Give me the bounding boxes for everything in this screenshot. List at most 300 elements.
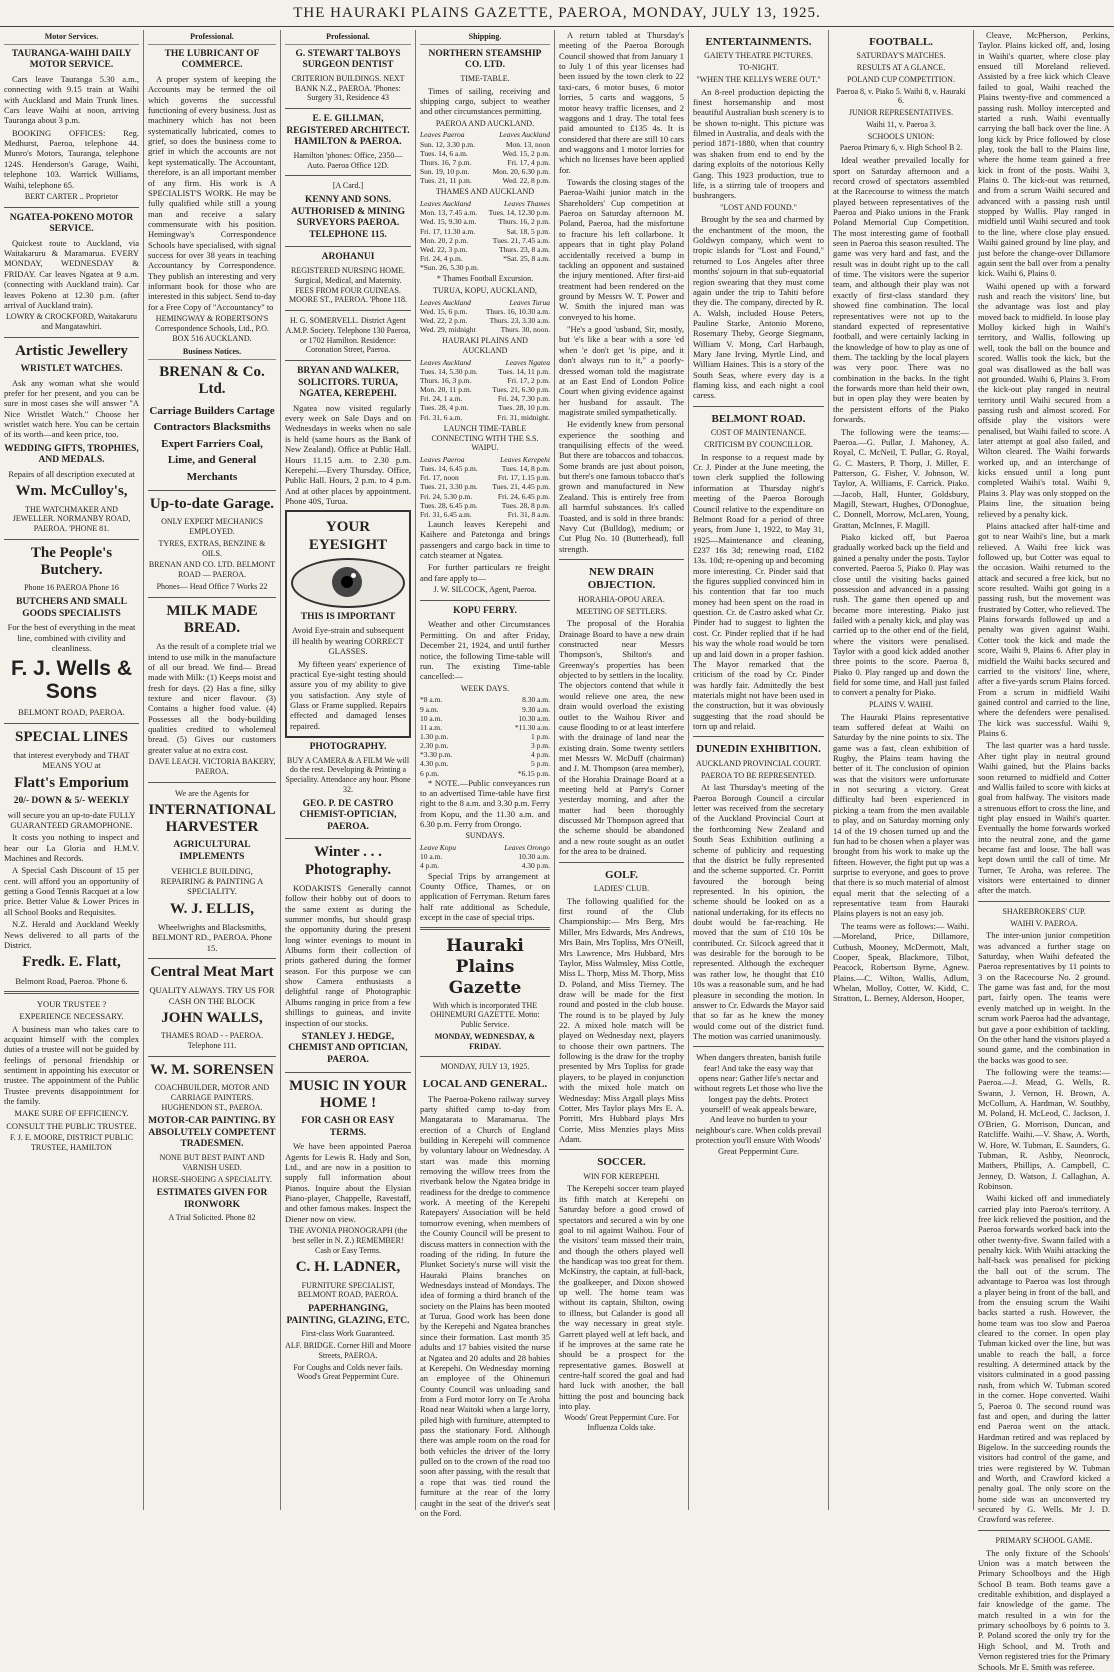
article-subheading: WAIHI V. PAEROA.	[1010, 918, 1078, 928]
timetable-header-row	[420, 455, 550, 464]
ad-title: Artistic Jewellery	[15, 342, 128, 359]
timetable-cell: 1.30 p.m.	[420, 731, 449, 741]
ad-title: Winter . . . Photography.	[304, 844, 392, 878]
timetable-cell: 5 p.m.	[531, 759, 550, 769]
timetable-cell: 4 p.m.	[531, 750, 550, 760]
timetable-cell: 10.30 a.m.	[518, 713, 550, 723]
ad-body: Ngatea now visited regularly every week on Sale Days and on Wednesdays in weeks when no sale is held (same hours as the Bank of New Zealand). Office at Public Hall. Hours 11.15 a.m. to 2.30 p.m. Kerepehi.—Every Thursday. Office, Public Hall. Hours, 2 p.m. to 4 p.m. And at other places by appointment. Phone 40S, Turua.	[285, 402, 411, 506]
timetable-cell: Tues. 28, 6.45 p.m.	[420, 500, 478, 510]
timetable-cell: Thurs. 30, noon.	[500, 325, 550, 335]
timetable-heading: LAUNCH TIME-TABLE CONNECTING WITH THE S.S. WAIPU.	[431, 423, 539, 453]
article-heading: FOOTBALL.	[869, 36, 933, 48]
timetable-cell: Fri. 17, 1.15 p.m.	[497, 473, 550, 483]
timetable-cell: Thurs. 16, 7 p.m.	[420, 157, 472, 167]
ad-text: Woods' Great Peppermint Cure. For Influenza Colds take.	[564, 1413, 679, 1433]
article-subheading: "WHEN THE KELLYS WERE OUT."	[696, 74, 821, 84]
article-body: Piako kicked off, but Paeroa gradually worked back up the field and gained a penalty under the posts. Taylor converted. Paeroa 5, Piako 0. Play was close until the visiting backs gained possession and advanced in a passing rush. The game then opened up and became more interesting. Piako just failed with a penalty kick, and play was carried up to the other end of the field, where the visitors were penalised. Taylor with a good kick added another three points to the score. Paeroa 8, Piako 0. Play ranged up and down the field for some time, and Hall just failed to convert a penalty for Piako.	[833, 532, 969, 698]
timetable-row	[420, 176, 550, 185]
timetable-cell: Fri. 17, 2 p.m.	[507, 376, 550, 386]
timetable-cell: 6 p.m.	[420, 768, 439, 778]
ad-text: Hamilton 'phones: Office, 2350—Auto. Paeroa Office 12D.	[293, 150, 403, 170]
ad-text: H. G. SOMERVELL. District Agent A.M.P. Society. Telephone 130 Paeroa, or 1702 Hamilton. Residence: Coronation Street, Paeroa.	[285, 316, 411, 355]
article-body: Waihi opened up with a forward rush and reach the visitors' line, but the advantage was lost and play moved back to midfield. In loose play Molloy kicked high in Waihi's territory, and Wallis, following up well, took the ball on the bounce and scored. Wallis took the kick, but the goal was disallowed as the ball was not grounded. Waihi 6, Plains 3. From the kick-out play ranged in neutral territory until Waihi secured from a passing rush and almost scored. For offside play the visitors were penalised, but Waihi failed to score. A later attempt at goal also failed, and Wilton cleared. The Waihi forwards worked up, and an interchange of kicks ensued until a long punt completed Waihi's total. Waihi 9, Plains 3. Play was only stopped on the Plains line, the situation being relieved by a penalty kick.	[978, 280, 1110, 519]
timetable-header-cell: Leaves Paeroa	[420, 455, 465, 464]
timetable-cell: Sat. 18, 5 p.m.	[506, 226, 550, 236]
timetable-row	[420, 732, 550, 741]
newspaper-subtitle: With which is incorporated THE OHINEMURI GAZETTE. Motto: Public Service.	[430, 1000, 540, 1030]
timetable-cell: Tues. 14, 5.30 p.m.	[420, 366, 478, 376]
ad-body: Cars leave Tauranga 5.30 a.m., connecting with 9.15 train at Waihi with Auckland and Main Trunk lines. Cars leave Waihi at noon, arriving Tauranga about 3 p.m.	[4, 73, 139, 126]
ad-text: [A Card.]	[332, 181, 364, 191]
ad-heading: STANLEY J. HEDGE, CHEMIST AND OPTICIAN, PAEROA.	[288, 1031, 408, 1066]
timetable-cell: Fri. 17, 4 p.m.	[507, 157, 550, 167]
ad-heading: THIS IS IMPORTANT	[300, 611, 396, 622]
timetable-row	[420, 316, 550, 325]
article-subheading: COST OF MAINTENANCE.	[710, 428, 807, 438]
article-subheading: RESULTS AT A GLANCE.	[856, 63, 946, 73]
ad-title: Flatt's Emporium	[14, 774, 129, 791]
timetable-cell: Tues. 14, 11 p.m.	[498, 366, 550, 376]
divider	[559, 559, 684, 560]
timetable-cell: Thurs. 16, 2 p.m.	[498, 217, 550, 227]
timetable-cell: Fri. 31, 6.45 a.m.	[420, 509, 472, 519]
ad-title: Up-to-date Garage.	[149, 496, 275, 513]
ad-body: N.Z. Herald and Auckland Weekly News delivered to all parts of the District.	[4, 919, 139, 950]
timetable-row	[420, 236, 550, 245]
timetable-heading: WEEK DAYS.	[460, 683, 510, 693]
article-body: Brought by the sea and charmed by the enchantment of the moon, the Goldwyn company, which went to tropic islands for "Lost and Found," returned to Los Angeles after three months' sojourn in that sub-equatorial region swearing that they must come again under the trip to Tahiti before they die. The company, directed by R. A. Walsh, included House Peters, Pauline Starke, Antonio Moreno, Rosemary Theby, George Siegmann, William V. Mong, Carl Harbaugh, Mary Jane Irving, Myrtle Lind, and William Haines. This is a story of the South Seas, where every day is a flaming kiss, and each night a cool caress.	[693, 214, 824, 401]
timetable-row	[420, 254, 550, 263]
section-heading: Professional.	[148, 30, 276, 45]
ad-title: JOHN WALLS,	[161, 1010, 263, 1027]
timetable-cell: Tues. 14, 6 a.m.	[420, 148, 468, 158]
timetable-row	[420, 403, 550, 412]
ad-body: Launch leaves Kerepehi and Kaihere and Patetonga and brings passengers and cargo back in time to catch steamer at Ngatea.	[420, 518, 550, 561]
ad-text: We are the Agents for	[175, 787, 249, 798]
timetable-cell: 10 a.m.	[420, 852, 443, 862]
article-body: The teams were as follows:— Waihi.—Moreland, Price, Dillamore, Cutbush, Mooney, McDermott, Malt, Cooper, Speak, Blackmore, Tilbot, Peacock, Robertson Byrne, Agnew. Plains.—C. Wilton, Wallis, Adlum, Whelan, Molloy, Cotter, W. Kidd, C. Stratton, L. Berney, Alderson, Hooper,	[833, 920, 969, 1004]
ad-text: THE WATCHMAKER AND JEWELLER. NORMANBY ROAD, PAEROA. 'PHONE 81.	[12, 504, 131, 534]
ad-heading: BRYAN AND WALKER, SOLICITORS. TURUA, NGATEA, KEREPEHI.	[297, 366, 399, 400]
ad-heading: BUTCHERS AND SMALL GOODS SPECIALISTS	[16, 597, 127, 619]
ad-body: We have been appointed Paeroa Agents for Lewis R. Hady and Son, Ltd., and are now in a position to supply full information about Pianos. Inquire about the Elysian Piano-player, Chappelle, Ravestaff, and other famous makes. Inspect the Diener now on view.	[285, 1141, 411, 1224]
timetable-cell: Wed. 15, 9.30 a.m.	[420, 217, 477, 227]
timetable-cell: Mon. 13, noon	[505, 139, 550, 149]
ad-body: * NOTE.—Public conveyances run to an advertised Time-table have first right to the 8 a.m. and 3.30 p.m. Ferry from Kopu, and the 11.30 a.m. and 6.30 p.m. Ferry from Orongo.	[420, 777, 550, 830]
ad-heading: MAKE SURE OF EFFICIENCY.	[14, 1108, 129, 1119]
verse: When dangers threaten, banish futile fear! And take the easy way that opens near: Gather life's nectar and without regrets Let those who live the longest pay the debts. Protect yourself! of weak appeals beware, And leave no burden to your neighbour's care. When colds prevail protection you'll ensure With Woods' Great Peppermint Cure.	[694, 1052, 823, 1156]
timetable-cell: *Sun. 26, 5.30 p.m.	[420, 263, 479, 273]
article-body: The inter-union junior competition was advanced a further stage on Saturday, when Waihi defeated the Paeroa representatives by 11 points to 3 on the Racecourse No. 2 ground. The game was fast and, for the most part, fairly open. The teams were evenly matched up in weight. In the scrum work Paeroa had the advantage, but gave a poor exhibition of tackling. On the other hand the visitors played a sound game, and the combination in the backs was good to see.	[978, 930, 1110, 1065]
column-3	[281, 30, 416, 1510]
divider	[4, 539, 139, 540]
timetable-row	[420, 750, 550, 759]
timetable-cell: Fri. 24, 6.45 p.m.	[497, 491, 550, 501]
timetable-row	[420, 492, 550, 501]
ad-heading: FOR CASH OR EASY TERMS.	[301, 1116, 395, 1138]
result-line: Paeroa 8, v. Piako 5. Waihi 8, v. Hauraki 6.	[836, 86, 966, 106]
timetable-row	[420, 510, 550, 519]
timetable-row	[420, 464, 550, 473]
article-heading: LOCAL AND GENERAL.	[422, 1078, 548, 1091]
article-subheading: PRIMARY SCHOOL GAME.	[995, 1535, 1093, 1545]
ad-heading: WEDDING GIFTS, TROPHIES, AND MEDALS.	[4, 443, 139, 466]
timetable-cell: Fri. 24, 5.30 p.m.	[420, 491, 473, 501]
timetable-row	[420, 158, 550, 167]
timetable-header-cell: Leaves Auckland	[420, 297, 471, 307]
timetable-hauraki	[420, 358, 550, 422]
timetable-cell: 4.30 p.m.	[521, 861, 550, 871]
divider	[693, 736, 824, 737]
timetable-row	[420, 394, 550, 403]
timetable-header-cell: Leaves Orongo	[504, 843, 550, 853]
ad-title: YOUR EYESIGHT	[308, 519, 388, 553]
ad-text: Avoid Eye-strain and subsequent ill health by wearing CORRECT GLASSES.	[292, 625, 404, 657]
result-line: Waihi 11, v. Paeroa 3.	[866, 119, 936, 129]
ad-text: First-class Work Guaranteed.	[301, 1329, 395, 1339]
article-body: Waihi kicked off and immediately carried play into Paeroa's territory. A free kick relieved the position, and the Paeroa forwards worked back into the other twenty-five. Swann failed with a penalty kick. With Waihi attacking the half-back was penalised for picking the ball out of the scrum. The advantage to Paeroa was lost through a player being in front of the ball, and from the ensuing scrum the Waihi backs started a rush. However, the home team was too slow and Paeroa cleared to the corner. In open play Tubman kicked over the line, but was unable to reach the ball, a force resulting. A determined attack by the visitors culminated in a good passing rush, from which W. Tubman scored in the corner. Hope converted. Waihi 5, Paeroa 0. The second round was fast and open, and during the latter end Paeroa went on the attack. Hardman retired and was replaced by Bigelow. In the succeeding rounds the visitors had control of the game, and tries were registered by W. Tubman and Worth, and Crawford kicked a penalty goal. The only score on the home side was an unconverted try secured by G. Wells. Mr J. D. Crawford was referee.	[978, 1193, 1110, 1525]
article-heading: DUNEDIN EXHIBITION.	[696, 743, 821, 756]
ad-text: TIME-TABLE.	[460, 73, 510, 83]
ad-body: A business man who takes care to acquaint himself with the complex duties of a trustee will not be guided by feelings of personal friendship or sentiment in appointing his executor or trustee. The appointment of the Public Trustee prevents disappointment for the family.	[4, 1023, 139, 1107]
timetable-cell	[484, 263, 550, 272]
ad-heading: KOPU FERRY.	[453, 605, 517, 616]
ad-title: MILK MADE BREAD.	[166, 602, 258, 636]
timetable-cell: Fri. 31, midnight.	[497, 412, 550, 422]
ad-signature: J. W. SILCOCK, Agent, Paeroa.	[433, 585, 537, 595]
result-heading: SCHOOLS UNION:	[867, 131, 935, 141]
article-body: At last Thursday's meeting of the Paeroa Borough Council a circular letter was received from the secretary of the Auckland Provincial Court at the forthcoming New Zealand and South Seas Exhibition outlining a scheme of publicity and requesting that the district be fully represented and the scheme supported. Cr. Porritt favoured the borough being represented. In his opinion, the scheme should be looked on as a national undertaking, for its effects no doubt would be far-reaching. He moved that the sum of £10 10s be contributed. Cr. Silcock agreed that it was desirable for the borough to be represented. Although the exchequer was rather low, he thought that £10 10s was a reasonable sum, and he had pleasure in seconding the motion. In answer to Cr. Edwards the Mayor said that so far as he knew the money would come out of the district fund. The motion was carried unanimously.	[693, 782, 824, 1041]
article-heading: GOLF.	[605, 868, 638, 881]
timetable-cell: Fri. 17, noon	[420, 473, 459, 483]
ad-text: ALF. BRIDGE. Corner Hill and Moore Streets, PAEROA.	[285, 1341, 411, 1360]
article-heading: BELMONT ROAD.	[711, 412, 806, 425]
eye-illustration	[291, 558, 405, 608]
timetable-cell: 3 p.m.	[531, 741, 550, 751]
ad-text: ONLY EXPERT MECHANICS EMPLOYED.	[161, 517, 263, 537]
ad-text: CRITERION BUILDINGS. NEXT BANK N.Z., PAEROA. 'Phones: Surgery 31, Residence 43	[291, 73, 405, 103]
timetable-row	[420, 263, 550, 272]
ad-signature: F. J. E. MOORE, DISTRICT PUBLIC TRUSTEE, HAMILTON	[9, 1133, 133, 1152]
timetable-cell: Tues. 14, 8 p.m.	[501, 464, 550, 474]
masthead: THE HAURAKI PLAINS GAZETTE, PAEROA, MONDAY, JULY 13, 1925.	[0, 0, 1114, 27]
divider	[285, 310, 411, 311]
result-heading: POLAND CUP COMPETITION.	[847, 74, 955, 84]
timetable-cell: 9.30 a.m.	[522, 704, 550, 714]
column-8	[974, 30, 1114, 1672]
timetable-header-row	[420, 130, 550, 139]
article-heading: ENTERTAINMENTS.	[705, 36, 812, 48]
article-body: The following were the teams:— Paeroa.—G. Pullar, J. Mahoney, A. Royal, C. McNeil, T. Pullar, G. Royal, G. C. Masters, P. Thorp, J. Miller, F. Patterson, G. Fisher, V. Johnson, W. Taylor, A. Williams, F. Carrick. Piako.—Jacob, Hall, Hunter, Goldsbury, Magill, Stewart, Hughes, O'Donoghue, C. Donnell, Morrow, McLaren, Young, Grattan, McInnes, F. Magill.	[833, 426, 969, 530]
article-heading: SOCCER.	[597, 1156, 646, 1169]
timetable-header-cell: Leaves Auckland	[420, 357, 471, 367]
article-subheading: MEETING OF SETTLERS.	[576, 606, 667, 616]
article-body: The proposal of the Horahia Drainage Board to have a new drain constructed near Messrs Thompson's, Shilton's and Greenway's properties has been objected to by settlers in the locality. The objectors contend that while it would relieve one area, the new drain would overload the existing outlet to the Waihou River and cause flooding to or at least interfere with the drainage of land near the existing drain. Some twenty settlers met Messrs W. McDuff (chairman) and J. M. Thompson (area member), of the Horahia Drainage Board at a meeting held at Parry's Corner yesterday morning, and after the matter had been thoroughly discussed Mr Thompson agreed that the scheme should be abandoned and a new route sought as an outlet for the area to be drained.	[559, 618, 684, 857]
timetable-header-cell: Leaves Auckland	[420, 199, 471, 209]
article-body: The last quarter was a hard tussle. After tight play in neutral ground Waihi gained, but the Plains backs soon returned to midfield and Cotter and Wallis failed to score with kicks at goal from halfway. The visitors made a strenuous effort to cross the line, and tight play ensued in Waihi's quarter. Eventually the home forwards worked into the neutral zone, and the game became fast and loose. The ball was kept down until the call of time. Mr Turner, Te Aroha, was referee. The visitors were entertained to dinner after the match.	[978, 740, 1110, 896]
article-subheading: CRITICISM BY COUNCILLOR.	[704, 439, 813, 449]
ad-text: TYRES, EXTRAS, BENZINE & OILS.	[158, 538, 266, 558]
timetable-cell: 4.30 p.m.	[420, 759, 449, 769]
ad-body: Quickest route to Auckland, via Waitakaruru & Maramarua. EVERY MONDAY, WEDNESDAY & FRIDAY. Car leaves Ngatea at 9 a.m. (connecting with Auckland train). Car leaves Pokeno at 12.30 p.m. (after arrival of Auckland train).	[4, 237, 139, 310]
ad-title: Fredk. E. Flatt,	[22, 954, 121, 971]
eyesight-ad	[285, 510, 411, 738]
ad-heading: PAPERHANGING, PAINTING, GLAZING, ETC.	[286, 1304, 410, 1326]
divider	[420, 927, 550, 930]
timetable-row	[420, 325, 550, 334]
article-body: Plains attacked after half-time and got to near Waihi's line, but a mark relieved. A Waihi free kick was followed up, but Cotter was equal to the occasion. Waihi returned to the attack and secured a free kick, but no score resulted. Waihi got going in a passing rush, but the movement was frustrated by Cotter, who relieved. The Plains forwards followed up and a penalty was given against Waihi. Cotter took the kick and made the score, Waihi 9, Plains 6. After play in midfield the Waihi backs secured and carried to the visitors' line, where, after a five-yards scrum Plains forced. From a scrum in midfield Waihi gained control and carried to the line, where the defenders were penalised. The kick was successful. Waihi 9, Plains 6.	[978, 520, 1110, 739]
timetable-cell: Tues. 28, 10 p.m.	[497, 403, 550, 413]
timetable-row	[420, 307, 550, 316]
ad-heading: KENNY AND SONS. AUTHORISED & MINING SURVEYORS PAEROA. TELEPHONE 115.	[290, 195, 405, 240]
timetable-row	[420, 227, 550, 236]
timetable-row	[420, 769, 550, 778]
ad-title: W. M. SORENSEN	[150, 1061, 274, 1078]
timetable-row	[420, 741, 550, 750]
ad-heading: E. E. GILLMAN, REGISTERED ARCHITECT. HAMILTON & PAEROA.	[286, 114, 410, 148]
newspaper-title: Hauraki Plains Gazette	[446, 936, 524, 998]
timetable-cell: Tues. 14, 12.30 p.m.	[488, 208, 550, 218]
article-body: In response to a request made by Cr. J. Pinder at the June meeting, the town clerk supplied the following information at Thursday night's meeting of the Paeroa Borough Council relative to the expenditure on Belmont Road for a period of three years, from June 1, 1922, to May 31, 1925—Maintenance and cleaning, £237 16s 3d; renewing road, £182 13s. 10d; re-opening up and becoming more interesting. Cr. Pinder said that the figures supplied convinced him in his contention that far too much money had been spent on the road in question. Cr. de Castro asked what Cr. Pinder had to suggest to lighten the cost. Cr. Pinder replied that if he had his way the whole road would be torn up and laid down in a proper fashion. The Mayor remarked that the criticism of the road by Cr. Pinder was hardly fair. Admittedly the best materials might not have been used in the construction, but it was obviously suggesting that the road should be torn up and relaid.	[693, 451, 824, 732]
ad-heading: GEO. P. DE CASTRO CHEMIST-OPTICIAN, PAEROA.	[299, 798, 397, 832]
timetable-row	[420, 852, 550, 861]
article-subheading: TO-NIGHT.	[738, 63, 779, 73]
ad-title: BRENAN & Co. Ltd.	[159, 364, 265, 398]
timetable-cell: 8.30 a.m.	[522, 695, 550, 705]
ad-heading: TAURANGA-WAIHI DAILY MOTOR SERVICE.	[11, 48, 132, 71]
divider	[285, 175, 411, 176]
ad-text: VEHICLE BUILDING, REPAIRING & PAINTING A SPECIALITY.	[160, 865, 264, 897]
divider	[693, 1046, 824, 1047]
ad-title: C. H. LADNER,	[295, 1259, 401, 1276]
ad-text: Phone 16 PAEROA Phone 16	[24, 583, 119, 593]
article-subheading: WIN FOR KEREPEHI.	[583, 1171, 660, 1181]
divider	[148, 958, 276, 959]
timetable-row	[420, 217, 550, 226]
timetable-cell: Tues. 21, 7.45 a.m.	[492, 235, 550, 245]
ad-heading: CONSULT THE PUBLIC TRUSTEE.	[6, 1120, 137, 1131]
article-body: The only fixture of the Schools' Union was a match between the Primary Schoolboys and the High School B team. Both teams gave a creditable exhibition, and displayed a fair knowledge of the game. The match resulted in a win for the primary schoolboys by 6 points to 3. P. Poland scored the only try for the High School, and M. Troth and Vernon registered tries for the Primary Schools. Mr E. Smith was referee.	[978, 1547, 1110, 1672]
timetable-paeroa-auckland	[420, 130, 550, 185]
ad-signature: BERT CARTER .. Proprietor	[24, 191, 119, 201]
ad-body: A Special Cash Discount of 15 per cent. will afford you an opportunity of getting a Good Tennis Racquet at a low price. Better Value & Lower Prices in all School Books and Requisites.	[4, 865, 139, 917]
timetable-kopu	[420, 695, 550, 777]
column-5	[555, 30, 689, 1510]
timetable-cell: Sun. 12, 3.30 p.m.	[420, 139, 476, 149]
timetable-row	[420, 413, 550, 422]
timetable-cell: 1 p.m.	[531, 731, 550, 741]
article-body: The Hauraki Plains representative team suffered defeat at Waihi on Saturday by the nine points to six. The game was a fast, clean exhibition of Rugby, the Plains team having the better of it. The conclusion of opinion was that the visitors were unfortunate in not securing a victory. Great difficulty had been experienced in picking a team from the men available to play, and on Saturday morning only 14 of the 19 chosen turned up and the fun had to be chosen when a player was brought from his work to make up the fifteen. However, the fight put up was a surprise to everyone, and goes to prove that there is so much material of almost equal merit that the selecting of a representative team from Hauraki Plains players is not an easy job.	[833, 711, 969, 919]
divider	[559, 1149, 684, 1150]
ad-body: Weather and other Circumstances Permitting. On and after Friday, December 21, 1924, and until further notice, the following Time-table will run. The existing Time-table cancelled:—	[420, 619, 550, 682]
timetable-header-cell: Leave Kopu	[420, 843, 457, 853]
column-6	[689, 30, 829, 1510]
timetable-heading: THAMES AND AUCKLAND	[435, 187, 535, 197]
timetable-launch	[420, 455, 550, 519]
ad-text: that interest everybody and THAT MEANS YOU at	[13, 750, 130, 771]
article-subheading: PAEROA TO BE REPRESENTED.	[701, 770, 816, 780]
article-body: The Paeroa-Pokeno railway survey party shifted camp to-day from Mangatarata to Maramarua. The erection of a Church of England building in Kerepehi will commence by voluntary labour on Wednesday. A start was made this morning removing the willow trees from the riverbank below the Ngatea bridge in readiness for the dredge to commence work. A meeting of the Kerepehi Ratepayers' Association will be held tomorrow evening, when members of the County Council will be present to discuss matters in connection with the roading of the riding. In future the Plunket Society's nurse will visit the Hauraki Plains branches on Wednesdays instead of Mondays. The idea of forming a third branch of the society on the Plains has been mooted at Turua. Good work has been done by the Kerepehi and Ngatea branches since their formation. Last month 35 adults and 17 babies visited the nurse at Ngatea and 20 adults and 28 babies at Kerepehi. On Wednesday morning an employee of the Ohinemuri County Council was unloading sand from a Ford motor lorry on Te Aroha Road near Waitoki when a large lorry, piled high with furniture, attempted to pass the stationary Ford. Although there was ample room on the road for both vehicles the driver of the lorry pulled on to the crown of the road too soon after passing, with the result that a rope that was tied round the furniture at the rear of the lorry caught in the seat of the driver's seat on the Ford.	[420, 1093, 550, 1518]
ad-text: For the best of everything in the meat line, combined with civility and cleanliness.	[7, 622, 136, 653]
timetable-heading: TURUA, KOPU, AUCKLAND,	[433, 285, 537, 295]
timetable-row	[420, 385, 550, 394]
ad-body: Ask any woman what she would prefer for her present, and you can be sure in most cases she will answer "A Nice Wristlet Watch." Choose her wristlet watch here. You can be certain of its worth—and keen price, too.	[4, 377, 139, 440]
article-body: The following qualified for the first round of the Club Championship:— Mrs Berg, Mrs Miller, Mrs Edwards, Mrs Andrews, Mrs Bain, Mrs Topliss, Mrs O'Neill, Mrs Lawrence, Mrs Hubbard, Mrs Taylor, Miss Walmsley, Miss Cottle, Miss L. Thorp, Miss M. Thorp, Miss D. Poland, and Miss Tierney. The draw will be made for the first round and posted in the club house. The round is to be played by July 22. A mixed hole match will be played on Wednesday next, players to choose their own partners. The following is the draw for the trophy presented by Mrs Topliss for grade players, to be played in conjunction with the mixed hole match on Wednesday: Miss Argall plays Miss Cotter, Mrs Taylor plays Mrs E. A. Porritt, Mrs Hubbard plays Mrs Corrie, Miss Menzies plays Miss Adam.	[559, 895, 684, 1144]
timetable-cell: Mon. 20, 6.30 p.m.	[492, 167, 550, 177]
timetable-row	[420, 714, 550, 723]
divider	[978, 1530, 1110, 1531]
glint	[351, 573, 356, 578]
divider	[148, 1056, 276, 1057]
timetable-cell: Thurs. 16, 10.30 a.m.	[485, 306, 550, 316]
column-7	[829, 30, 974, 1510]
timetable-cell: Tues. 21, 11 p.m.	[420, 176, 472, 186]
timetable-cell: *8 a.m.	[420, 695, 443, 705]
timetable-row	[420, 245, 550, 254]
ad-heading: NORTHERN STEAMSHIP CO. LTD.	[428, 48, 542, 71]
divider	[4, 207, 139, 208]
ad-heading: THE LUBRICANT OF COMMERCE.	[164, 48, 260, 71]
timetable-cell: Fri. 17, 11.30 a.m.	[420, 226, 476, 236]
column-2	[144, 30, 281, 1510]
ad-title: SPECIAL LINES	[15, 728, 128, 745]
timetable-header-row	[420, 358, 550, 367]
divider	[148, 597, 276, 598]
ad-signature: DAVE LEACH. VICTORIA BAKERY, PAEROA.	[148, 757, 276, 776]
ad-text: BELMONT ROAD, PAEROA.	[18, 707, 125, 718]
divider	[559, 862, 684, 863]
ad-heading: EXPERIENCE NECESSARY.	[19, 1011, 124, 1022]
section-heading: Motor Services.	[4, 30, 139, 45]
timetable-row	[420, 473, 550, 482]
timetable-cell: 10 a.m.	[420, 713, 443, 723]
ad-title: W. J. ELLIS,	[169, 900, 255, 917]
ad-title: INTERNATIONAL HARVESTER	[148, 801, 276, 836]
timetable-header-row	[420, 843, 550, 852]
pupil	[341, 576, 353, 588]
ad-body: My fifteen years' experience of practical Eye-sight testing should assure you of my ability to give you satisfaction. Any style of Glass or Frame supplied. Repairs effected and damaged lenses repaired.	[290, 658, 406, 731]
article-heading: NEW DRAIN OBJECTION.	[587, 565, 656, 592]
article-subheading: SHAREBROKERS' CUP.	[1002, 906, 1086, 916]
ad-heading: PHOTOGRAPHY.	[309, 742, 387, 753]
ad-title: Wm. McCulloy's,	[15, 483, 128, 500]
divider	[285, 1072, 411, 1073]
timetable-cell: Tues. 21, 6.30 p.m.	[492, 385, 550, 395]
ad-text: HORSE-SHOEING A SPECIALITY.	[152, 1174, 272, 1184]
timetable-heading: PAEROA AND AUCKLAND.	[435, 118, 535, 128]
ad-title: MUSIC IN YOUR HOME !	[289, 1077, 407, 1111]
ad-heading: NGATEA-POKENO MOTOR SERVICE.	[9, 212, 134, 235]
ad-body: For further particulars re freight and fare apply to—	[420, 562, 550, 583]
ad-text: For Coughs and Colds never fails. Wood's Great Peppermint Cure.	[293, 1362, 403, 1382]
article-subheading: LADIES' CLUB.	[593, 883, 650, 893]
timetable-row	[420, 208, 550, 217]
timetable-cell: 9 a.m.	[420, 704, 439, 714]
timetable-cell: Wed. 15, 6 p.m.	[420, 306, 468, 316]
timetable-cell: Fri. 24, 7.30 p.m.	[497, 394, 550, 404]
timetable-cell: Tues. 28, 4 p.m.	[420, 403, 469, 413]
divider	[285, 360, 411, 361]
divider	[4, 991, 139, 994]
ad-heading: WRISTLET WATCHES.	[20, 364, 123, 375]
article-body: The Kerepehi soccer team played its fifth match at Kerepehi on Saturday before a good crowd of spectators and secured a win by one goal to nil against Waihou. Four of the visitors' team missed their train, and though the others played well the handicap was too great for them. McKinstry, the captain, at full-back, the goalkeeper, and Dixon showed up well. The home team was without its captain, Shilton, owing to illness, but Calander is good all the way necessary in great style. Garrett played well at left back, and if he improves at the same rate he should be a prospect for the representative games. Boswell at centre-half scored the goal and had hard luck with another, the ball hitting the post and bouncing back into play.	[559, 1183, 684, 1412]
timetable-header-cell: Leaves Ngatea	[505, 357, 550, 367]
timetable-cell: Thurs. 23, 8 a.m.	[498, 244, 550, 254]
timetable-header-cell: Leaves Auckland	[499, 130, 550, 140]
ad-heading: G. STEWART TALBOYS SURGEON DENTIST	[295, 48, 401, 71]
timetable-cell: 4 p.m.	[420, 861, 439, 871]
divider	[693, 406, 824, 407]
divider	[4, 337, 139, 338]
timetable-cell: Fri. 24, 4 p.m.	[420, 253, 463, 263]
ad-text: BUY A CAMERA & A FILM We will do the rest. Developing & Printing a Speciality. Attendance any hour. Phone 32.	[285, 755, 411, 794]
ad-text: Repairs of all description executed at	[8, 468, 135, 479]
ad-text: Belmont Road, Paeroa. 'Phone 6.	[15, 975, 128, 986]
article-body: Cleave, McPherson, Perkins, Taylor. Plains kicked off, and, losing in Waihi's quarter, where close play ensued till Moreland relieved. Assisted by a free kick which Cleave failed to goal, Waihi reached the Plains twenty-five and commenced a passing rush. Molloy intercepted and started a rush. Waihi eventually carrying the ball back over the line. A long kick by Price followed by close play, took the ball to the Plains line, where the home team gained a free kick in front of the posts. Waihi 3, Plains 0. The kick-out was returned, and from a scrum Waihi secured and advanced with a passing rush until stopped by Wallis. Play ranged in midfield until Waihi secured and took to the line, where close play ensued. Waihi gained ground by line play, and just before the change-over Dillamore again sent the ball over from a penalty kick. Waihi 6, Plains 0.	[978, 30, 1110, 279]
ad-heading: AROHANUI	[321, 252, 375, 263]
timetable-row	[420, 501, 550, 510]
timetable-row	[420, 140, 550, 149]
timetable-cell: Tues. 21, 4.45 p.m.	[492, 482, 550, 492]
timetable-cell: Fri. 31, 6 a.m.	[420, 412, 463, 422]
timetable-row	[420, 367, 550, 376]
article-subheading: AUCKLAND PROVINCIAL COURT.	[695, 758, 822, 768]
ad-text: Phones— Head Office 7 Works 22	[156, 581, 268, 591]
ad-text: will secure you an up-to-date FULLY GUARANTEED GRAMOPHONE.	[7, 809, 136, 830]
timetable-header-cell: Leaves Kerepehi	[500, 455, 550, 464]
ad-text: Carriage Builders Cartage Contractors Blacksmiths Expert Farriers Coal, Lime, and General Merchants	[149, 404, 275, 483]
timetable-row	[420, 376, 550, 385]
column-4	[416, 30, 555, 1518]
timetable-row	[420, 482, 550, 491]
ad-title: The People's Butchery.	[30, 544, 113, 579]
divider	[420, 1056, 550, 1057]
timetable-cell: Fri. 31, 8 a.m.	[507, 509, 550, 519]
timetable-cell: Thurs. 23, 3.30 a.m.	[489, 315, 550, 325]
divider	[420, 600, 550, 601]
ad-text: Wheelwrights and Blacksmiths, BELMONT RD., PAEROA. Phone 15.	[152, 921, 272, 953]
timetable-thames-auckland	[420, 199, 550, 272]
section-heading: Professional.	[285, 30, 411, 45]
dateline: MONDAY, JULY 13, 1925.	[440, 1062, 530, 1072]
ad-title: Central Meat Mart	[150, 964, 274, 981]
timetable-cell: *11.30 a.m.	[514, 722, 550, 732]
timetable-cell: Wed. 29, midnight	[420, 325, 476, 335]
ad-title: F. J. Wells & Sons	[11, 657, 132, 704]
ad-heading: MOTOR-CAR PAINTING. BY ABSOLUTELY COMPETENT TRADESMEN.	[148, 1116, 276, 1150]
timetable-row	[420, 723, 550, 732]
article-subheading: HORAHIA-OPOU AREA.	[578, 594, 665, 604]
timetable-cell: Mon. 20, 11 p.m.	[420, 385, 472, 395]
ad-text: * Thames Football Excursion.	[436, 274, 534, 284]
timetable-cell: 10.30 a.m.	[518, 852, 550, 862]
timetable-row	[420, 695, 550, 704]
column-1	[0, 30, 144, 1510]
timetable-heading: SUNDAYS.	[465, 831, 505, 841]
ad-body: It costs you nothing to inspect and hear our La Gloria and H.M.V. Machines and Records.	[4, 832, 139, 864]
article-body: An 8-reel production depicting the finest horsemanship and most beautiful Australian bush scenery is to be shown to-night. This picture was filmed in Australia, and deals with the period 1871-1880, when that country was shaken from end to end by the daring exploits of the notorious Kelly Gang. This 1923 production, true to life, is a stirring tale of troopers and bushrangers.	[693, 86, 824, 201]
divider	[285, 838, 411, 839]
timetable-heading: HAURAKI PLAINS AND AUCKLAND	[442, 336, 528, 356]
ad-heading: AGRICULTURAL IMPLEMENTS	[173, 840, 251, 863]
ad-body: Special Trips by arrangement at County Office, Thames, or on application of Ferryman. Return fares half rate additional as Schedule, except in the case of special trips.	[420, 870, 550, 923]
ad-body: A proper system of keeping the Accounts may be termed the oil which governs the successful functioning of every business. Just as machinery which has not been systematically lubricated, comes to grief, so does the business come to grief in which the accounts are not kept systematically. The Accountant, therefore, is an all important member of any firm. His work is A SPECIALIST'S WORK. He may be fully qualified while still a young man and receive a salary commensurate with his position. Hemingway's Correspondence Schools have specialised, with signal success for over 38 years in teaching Accountancy by Correspondence. They publish an interesting and very informant book for those who are interested in this subject. Send to-day for a Free Copy of "Accountancy" to	[148, 73, 276, 312]
timetable-row	[420, 861, 550, 870]
timetable-row	[420, 167, 550, 176]
ad-text: A Trial Solicited. Phone 82	[168, 1213, 256, 1223]
divider	[285, 246, 411, 247]
timetable-header-cell: Leaves Thames	[503, 199, 550, 209]
